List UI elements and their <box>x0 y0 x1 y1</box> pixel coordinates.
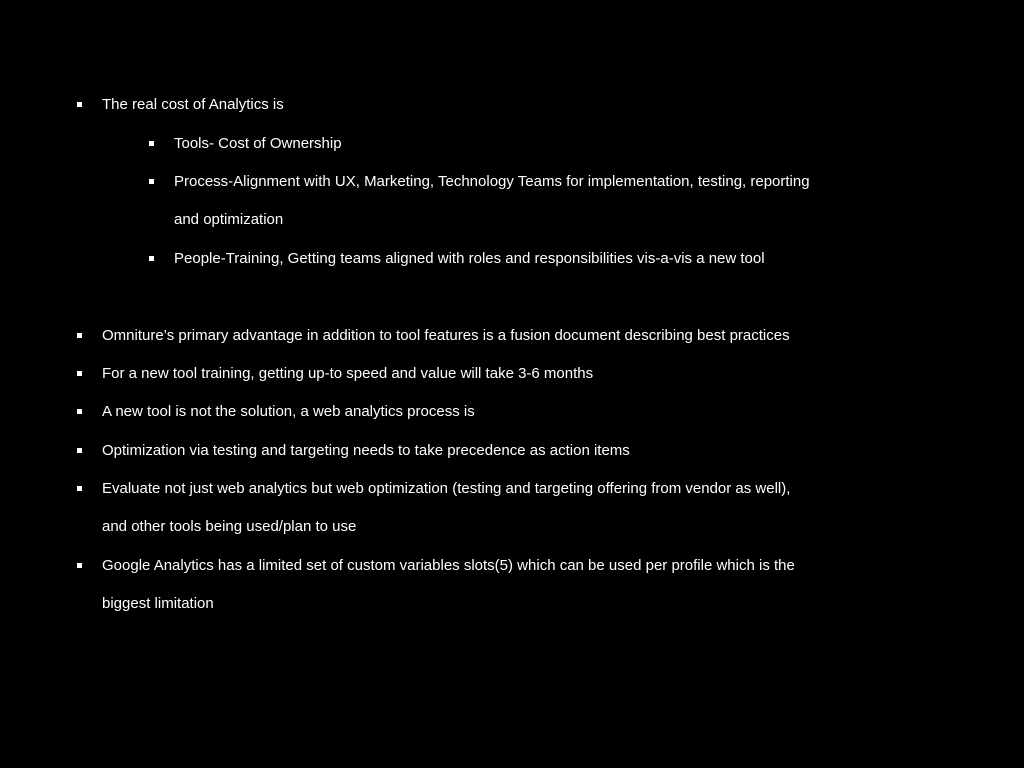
bullet-text: A new tool is not the solution, a web analytics process is <box>102 403 475 420</box>
sub-bullet-text: Process-Alignment with UX, Marketing, Technology Teams for implementation, testing, reporting <box>174 173 810 190</box>
bullet-text: Evaluate not just web analytics but web optimization (testing and targeting offering from vendor as well), <box>102 480 791 497</box>
square-bullet-icon <box>77 563 82 568</box>
square-bullet-icon <box>149 256 154 261</box>
bullet-text: For a new tool training, getting up-to speed and value will take 3-6 months <box>102 365 594 382</box>
square-bullet-icon <box>77 486 82 491</box>
bullet-text-continuation: biggest limitation <box>102 595 214 612</box>
square-bullet-icon <box>77 409 82 414</box>
square-bullet-icon <box>77 333 82 338</box>
bullet-text-continuation: and other tools being used/plan to use <box>102 518 357 535</box>
square-bullet-icon <box>149 141 154 146</box>
square-bullet-icon <box>77 371 82 376</box>
bullet-text: Omniture’s primary advantage in addition to tool features is a fusion document describing best practices <box>102 327 790 344</box>
bullet-text: Google Analytics has a limited set of custom variables slots(5) which can be used per profile which is the <box>102 557 795 574</box>
bullet-text: The real cost of Analytics is <box>102 96 284 113</box>
square-bullet-icon <box>77 102 82 107</box>
bullet-text: Optimization via testing and targeting needs to take precedence as action items <box>102 442 630 459</box>
sub-bullet-text: People-Training, Getting teams aligned with roles and responsibilities vis-a-vis a new tool <box>174 250 765 267</box>
sub-bullet-text: Tools- Cost of Ownership <box>174 135 342 152</box>
sub-bullet-text-continuation: and optimization <box>174 211 284 228</box>
square-bullet-icon <box>77 448 82 453</box>
square-bullet-icon <box>149 179 154 184</box>
